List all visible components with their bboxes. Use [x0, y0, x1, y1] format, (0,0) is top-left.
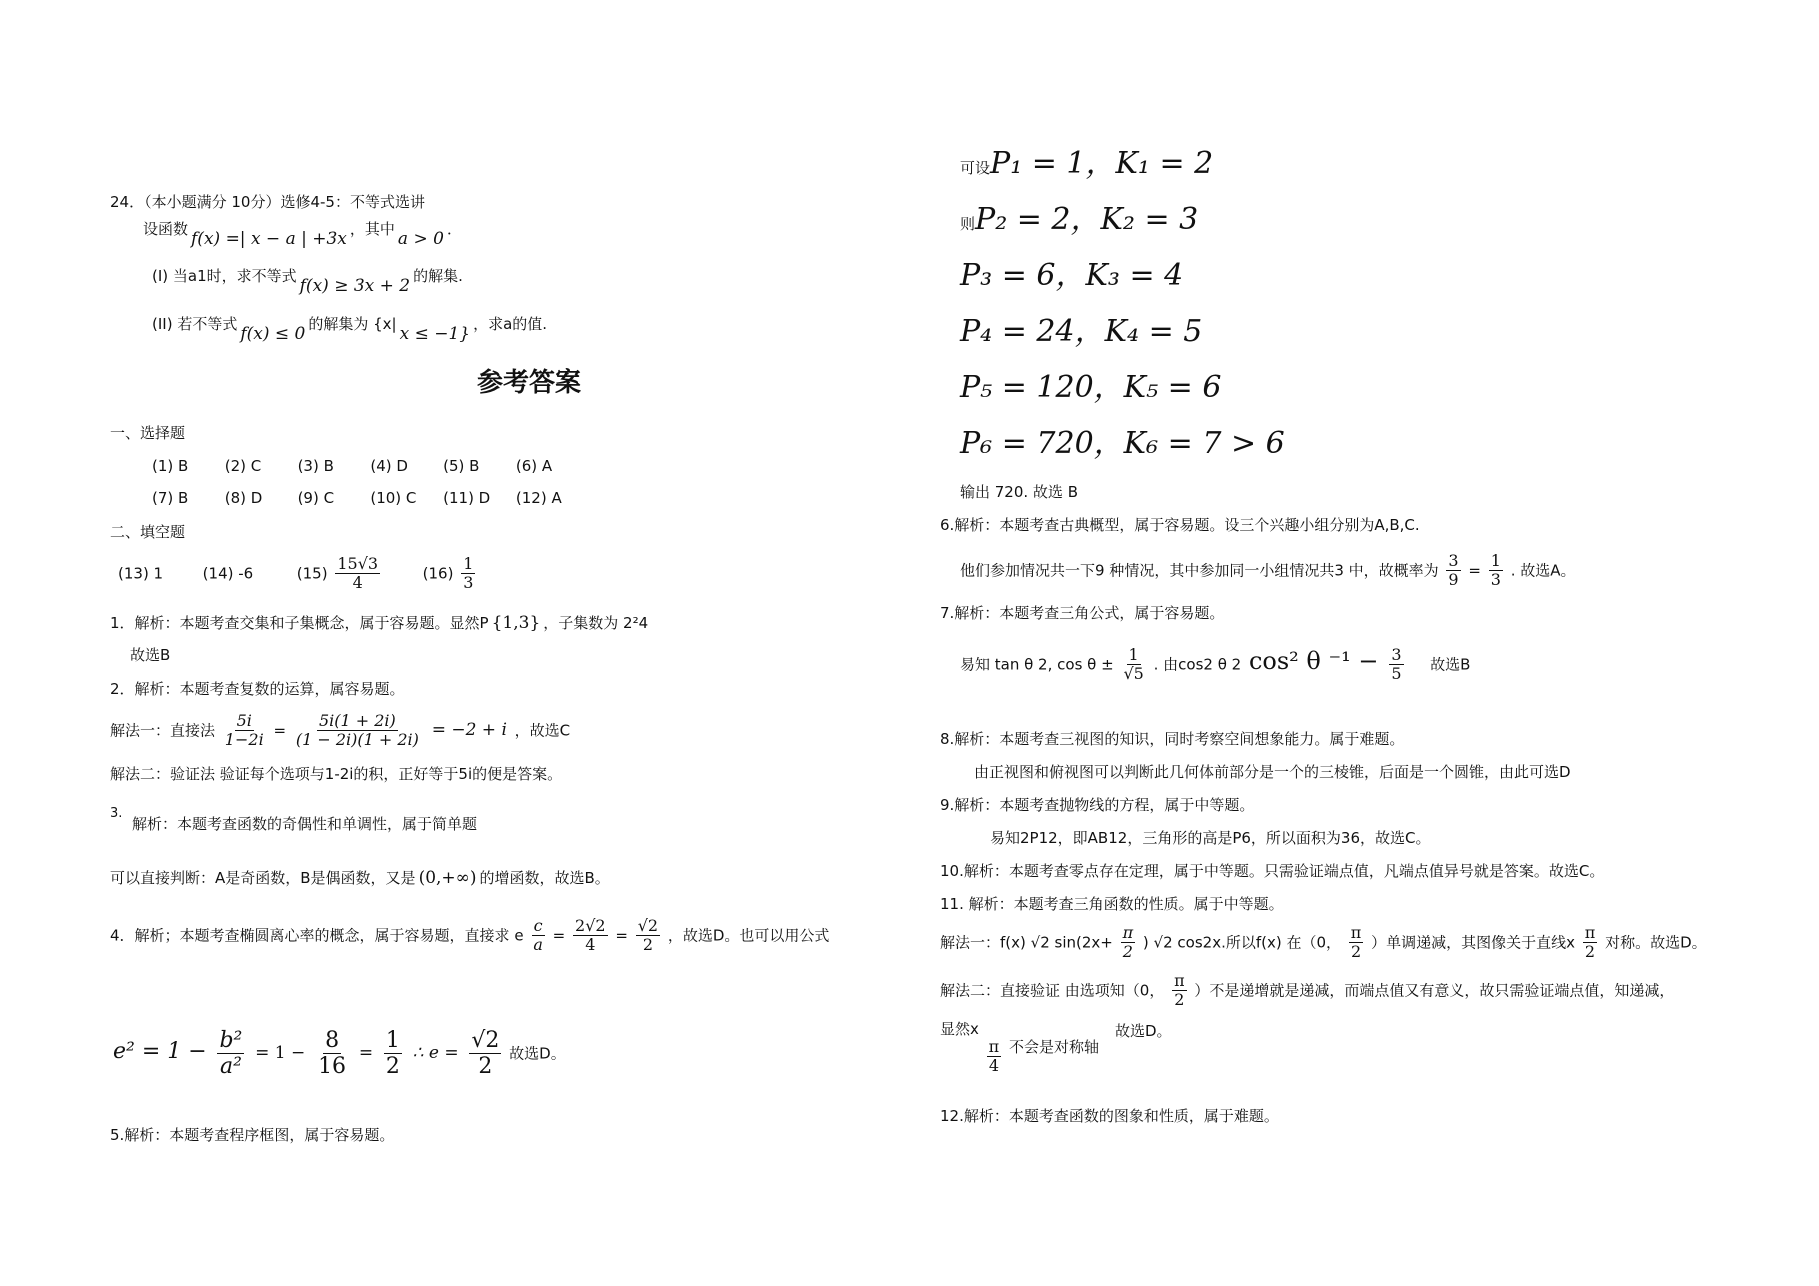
q24-function: f(x) =| x − a | +3x [191, 229, 347, 249]
answer-12: (12) A [515, 489, 562, 507]
sol-6-f1-den: 9 [1448, 570, 1459, 590]
sol-11-frac1 [1121, 924, 1136, 962]
answer-3: (3) B [297, 457, 334, 475]
sol-6: 6.解析：本题考查古典概型，属于容易题。设三个兴趣小组分别为A,B,C. [940, 516, 1420, 534]
sol-2-frac2-den: (1 − 2i)(1 + 2i) [295, 730, 419, 750]
q24-part2 [152, 314, 548, 344]
sol-6-eq: = [1468, 561, 1481, 580]
section-choice: 一、选择题 [110, 424, 186, 442]
right-column [930, 0, 1819, 1286]
answer-5: (5) B [443, 457, 480, 475]
sol-4-eq5: ∴ e = [412, 1043, 459, 1064]
sol-7-cos: cos² θ ⁻¹ − [1248, 647, 1379, 676]
sol-7-f2-den: 5 [1391, 664, 1402, 684]
sol-12: 12.解析：本题考查函数的图象和性质，属于难题。 [940, 1107, 1279, 1125]
q24-part2-mid: 的解集为 {x| [308, 315, 397, 333]
sol-2-method1-label: 解法一：直接法 [110, 721, 216, 740]
q24-condition: a > 0 [397, 229, 444, 249]
choice-answers-row2 [152, 489, 584, 507]
q24-part2-set: x ≤ −1} [399, 324, 471, 344]
q24-part2-inequality: f(x) ≤ 0 [240, 324, 306, 344]
sol-4-end: 故选D。 [509, 1044, 566, 1063]
sol-4-eq3: = 1 − [255, 1043, 306, 1064]
sol-6-text: 他们参加情况共一下9 种情况，其中参加同一小组情况共3 中，故概率为 [960, 561, 1439, 580]
sol-11-frac4 [1172, 972, 1187, 1010]
sol-7-f1-num: 1 [1128, 645, 1139, 664]
answer-10: (10) C [370, 489, 417, 507]
q24-setup-mid: ，其中 [349, 220, 395, 238]
sol-6-body [960, 552, 1576, 590]
sol-8-body: 由正视图和俯视图可以判断此几何体前部分是一个的三棱锥，后面是一个圆锥，由此可选D [974, 763, 1571, 781]
section-fill: 二、填空题 [110, 523, 186, 541]
sol-11-frac3 [1583, 924, 1598, 962]
sol-11-m1-c: ）单调递减，其图像关于直线x [1371, 933, 1575, 952]
pk-pre-2: 则 [960, 215, 976, 233]
sol-3-end: 的增函数，故选B。 [479, 869, 610, 887]
sol-11-m1-b: ) √2 cos2x.所以f(x) 在（0， [1142, 933, 1342, 952]
output-line: 输出 720. 故选 B [960, 483, 1078, 501]
sol-4-frac1-den: a [533, 935, 543, 955]
sol-11-method2 [940, 972, 1674, 1010]
sol-1-text: 1．解析：本题考查交集和子集概念，属于容易题。显然P [110, 614, 489, 632]
sol-4-e2: e² = 1 − [113, 1039, 207, 1065]
sol-1-set: {1,3} [491, 613, 541, 633]
sol-11-note-end: 故选D。 [1115, 1022, 1172, 1040]
sol-11-f3-den: 2 [1584, 942, 1596, 962]
q24-setup [143, 219, 462, 249]
sol-6-frac1 [1446, 552, 1460, 590]
pk-value-1: P₁ = 1，K₁ = 2 [990, 146, 1214, 181]
fill-14: (14) -6 [202, 564, 254, 583]
fill-15-num: 15√3 [337, 554, 379, 573]
sol-11-frac2 [1349, 924, 1364, 962]
sol-7-f1-den: √5 [1123, 664, 1144, 684]
sol-4-frac2 [573, 917, 608, 955]
sol-1-choice: 故选B [130, 646, 171, 664]
sol-7-cos2: . 由cos2 θ 2 [1153, 655, 1242, 674]
fill-15-fraction [335, 555, 380, 593]
sol-11: 11. 解析：本题考查三角函数的性质。属于中等题。 [940, 895, 1284, 913]
sol-11-f5-den: 4 [988, 1056, 1000, 1076]
sol-11-f2-den: 2 [1350, 942, 1362, 962]
sol-6-frac2 [1489, 552, 1503, 590]
sol-2-frac1-num: 5i [236, 711, 252, 730]
sol-3: 解析：本题考查函数的奇偶性和单调性，属于简单题 [132, 815, 478, 833]
sol-11-note [940, 1020, 1099, 1076]
answer-2: (2) C [224, 457, 262, 475]
q24-setup-pre: 设函数 [143, 220, 189, 238]
sol-9-body: 易知2P12，即AB12，三角形的高是P6，所以面积为36，故选C。 [990, 829, 1431, 847]
sol-6-f2-den: 3 [1490, 570, 1501, 590]
fill-15-den: 4 [352, 573, 363, 593]
q24-heading: 24．（本小题满分 10分）选修4-5：不等式选讲 [110, 193, 425, 211]
answer-6: (6) A [515, 457, 553, 475]
pk-value-4: P₄ = 24，K₄ = 5 [960, 314, 1203, 349]
sol-11-f4-num: π [1174, 971, 1185, 990]
fill-answers [118, 555, 478, 593]
sol-11-m2-b: ）不是递增就是递减，而端点值又有意义，故只需验证端点值，知递减， [1194, 981, 1675, 1000]
answer-11: (11) D [443, 489, 491, 507]
sol-4-frac1 [531, 917, 545, 955]
answer-8: (8) D [224, 489, 263, 507]
sol-3-body [110, 868, 610, 888]
sol-5: 5.解析：本题考查程序框图，属于容易题。 [110, 1126, 395, 1144]
sol-4-frac-b2a2 [217, 1028, 244, 1080]
sol-4 [110, 917, 829, 955]
sol-11-f4-den: 2 [1174, 990, 1185, 1010]
q24-part2-pre: (II) 若不等式 [152, 315, 238, 333]
sol-7-frac1 [1121, 646, 1145, 684]
sol-4-g4-num: √2 [471, 1028, 500, 1053]
q24-part1-end: 的解集. [413, 267, 463, 285]
sol-11-f1-den: 2 [1122, 942, 1133, 962]
sol-4-g1-den: a² [219, 1054, 242, 1080]
sol-4-frac-half [384, 1028, 402, 1080]
sol-11-method1 [940, 924, 1707, 962]
q24-part1-inequality: f(x) ≥ 3x + 2 [299, 276, 411, 296]
answer-1: (1) B [152, 457, 189, 475]
sol-4-frac3 [636, 917, 660, 955]
pk-line-2 [960, 202, 1198, 238]
sol-4-formula-lead: ，故选D。也可以用公式 [667, 926, 830, 945]
sol-2-frac1-den: 1−2i [224, 730, 264, 750]
sol-4-frac2-den: 4 [585, 935, 596, 955]
q24-setup-end: ． [446, 220, 462, 238]
sol-11-f2-num: π [1350, 923, 1362, 942]
sol-7: 7.解析：本题考查三角公式，属于容易题。 [940, 604, 1225, 622]
sol-11-frac5 [987, 1038, 1002, 1076]
sol-4-formula [110, 1028, 566, 1080]
sol-11-note-b: 不会是对称轴 [1008, 1038, 1099, 1056]
sol-11-m1-d: 对称。故选D。 [1605, 933, 1707, 952]
fill-13: (13) 1 [118, 564, 164, 583]
sol-4-eq2: = [615, 926, 628, 945]
sol-4-g1-num: b² [219, 1028, 243, 1053]
sol-4-eq1: = [552, 926, 566, 945]
sol-3-text: 可以直接判断：A是奇函数，B是偶函数，又是 [110, 869, 416, 887]
sol-2-method2: 解法二：验证法 验证每个选项与1-2i的积，正好等于5i的便是答案。 [110, 765, 563, 783]
pk-value-2: P₂ = 2，K₂ = 3 [975, 202, 1199, 237]
sol-7-text: 易知 tan θ 2, cos θ ± [960, 655, 1114, 674]
sol-4-g2-den: 16 [318, 1054, 347, 1080]
sol-11-note-a: 显然x [940, 1020, 979, 1038]
fill-15-label: (15) [296, 564, 328, 583]
sol-7-end: 故选B [1430, 655, 1471, 674]
sol-1-count: ，子集数为 2²4 [543, 614, 649, 632]
answer-title: 参考答案 [477, 368, 582, 398]
sol-6-f1-num: 3 [1448, 551, 1459, 570]
pk-value-6: P₆ = 720，K₆ = 7 > 6 [960, 426, 1285, 461]
sol-4-text: 4．解析；本题考查椭圆离心率的概念，属于容易题，直接求 e [110, 926, 524, 945]
sol-4-frac3-num: √2 [637, 916, 659, 935]
sol-11-m1-a: 解法一：f(x) √2 sin(2x+ [940, 933, 1113, 952]
sol-6-f2-num: 1 [1490, 551, 1501, 570]
sol-4-g4-den: 2 [478, 1054, 493, 1080]
sol-2-frac2-num: 5i(1 + 2i) [318, 711, 396, 730]
sol-11-f3-num: π [1584, 923, 1596, 942]
sol-2-fraction1 [223, 712, 266, 750]
sol-2-equals: = [273, 721, 287, 740]
sol-4-g3-num: 1 [385, 1028, 400, 1053]
sol-2-method1 [110, 712, 570, 750]
pk-line-1 [960, 146, 1213, 182]
sol-4-frac2-num: 2√2 [575, 916, 606, 935]
pk-value-5: P₅ = 120，K₅ = 6 [960, 370, 1222, 405]
fill-16-fraction [461, 555, 475, 593]
sol-2: 2．解析：本题考查复数的运算，属容易题。 [110, 680, 405, 698]
sol-2-result: = −2 + i [431, 720, 507, 741]
answer-4: (4) D [370, 457, 408, 475]
sol-4-g2-num: 8 [325, 1028, 340, 1053]
sol-7-f2-num: 3 [1391, 645, 1402, 664]
q24-part1-pre: (I) 当a1时，求不等式 [152, 267, 297, 285]
sol-3-number: 3. [110, 806, 123, 821]
fill-16-den: 3 [463, 573, 474, 593]
sol-3-interval: (0,+∞) [418, 868, 477, 888]
sol-2-fraction2 [294, 712, 421, 750]
sol-11-m2-a: 解法二：直接验证 由选项知（0， [940, 981, 1165, 1000]
pk-value-3: P₃ = 6，K₃ = 4 [960, 258, 1184, 293]
answer-7: (7) B [152, 489, 189, 507]
sol-4-frac-8-16 [316, 1028, 348, 1080]
sol-11-f5-num: π [988, 1037, 1000, 1056]
sol-4-frac3-den: 2 [642, 935, 653, 955]
choice-answers-row1 [152, 457, 584, 475]
fill-16-num: 1 [463, 554, 474, 573]
sol-4-g3-den: 2 [385, 1054, 400, 1080]
sol-4-eq4: = [358, 1043, 374, 1064]
q24-part1 [152, 266, 463, 296]
sol-4-frac-root2 [469, 1028, 501, 1080]
sol-10: 10.解析：本题考查零点存在定理，属于中等题。只需验证端点值，凡端点值异号就是答案。故选C。 [940, 862, 1605, 880]
sol-6-end: . 故选A。 [1510, 561, 1576, 580]
sol-2-method1-end: ，故选C [514, 721, 571, 740]
sol-1 [110, 613, 648, 633]
sol-7-body [960, 646, 1470, 684]
fill-16-label: (16) [422, 564, 454, 583]
sol-11-f1-num: π [1122, 923, 1134, 942]
sol-7-frac2 [1389, 646, 1403, 684]
pk-pre-1: 可设 [960, 159, 991, 177]
q24-part2-end: ，求a的值. [473, 315, 548, 333]
answer-9: (9) C [297, 489, 335, 507]
sol-9: 9.解析：本题考查抛物线的方程，属于中等题。 [940, 796, 1255, 814]
sol-8: 8.解析：本题考查三视图的知识，同时考察空间想象能力。属于难题。 [940, 730, 1405, 748]
sol-4-frac1-num: c [533, 916, 543, 935]
